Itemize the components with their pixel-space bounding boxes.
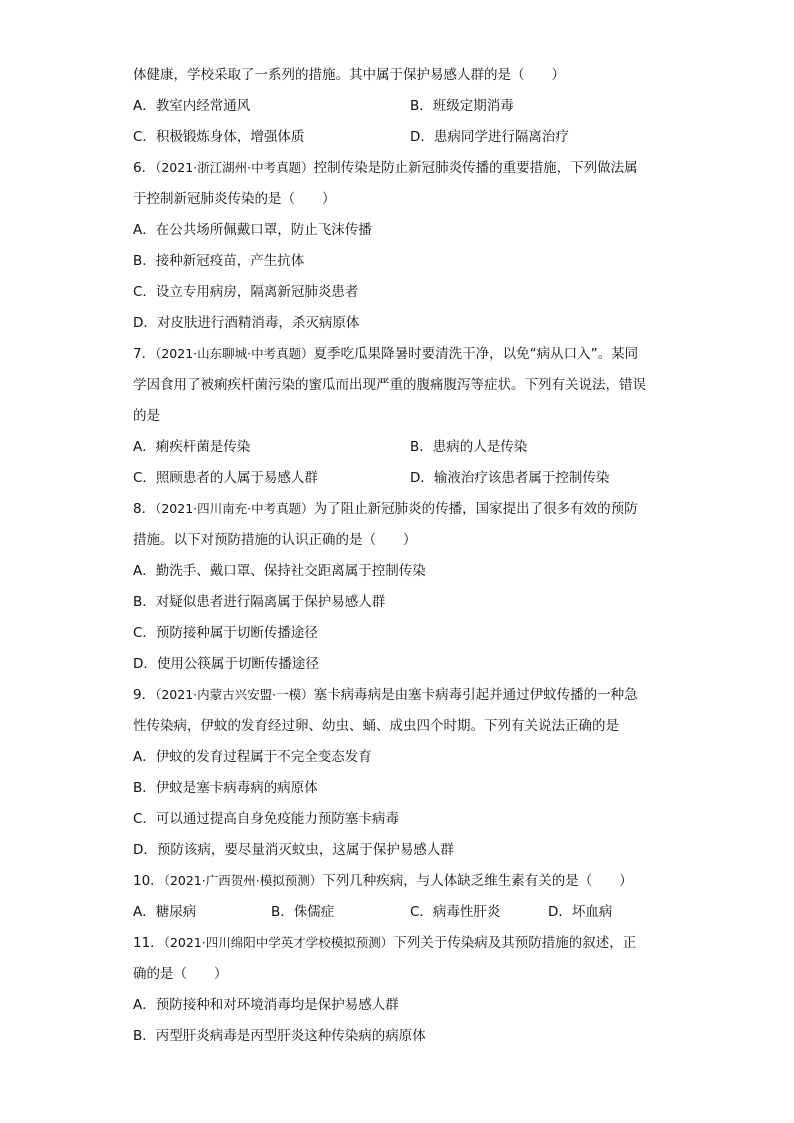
question-8-stem (133, 499, 638, 519)
q11-option-b: B．丙型肝炎病毒是丙型肝炎这种传染病的病原体 (133, 1028, 426, 1044)
question-10-stem (133, 871, 633, 891)
question-source: （2021·四川绵阳中学英才学校模拟预测） (163, 935, 394, 950)
q7-option-d: D．输液治疗该患者属于控制传染 (410, 470, 610, 486)
question-number: 11． (133, 935, 164, 951)
question-11-stem (133, 933, 636, 953)
question-source: （2021·浙江湖州·中考真题） (155, 160, 314, 175)
question-text: 夏季吃瓜果降暑时要清洗干净，以免“病从口入”。某同 (313, 346, 639, 362)
q7-option-b: B．患病的人是传染 (410, 439, 528, 455)
q6-option-b: B．接种新冠疫苗，产生抗体 (133, 253, 305, 269)
q9-option-a: A．伊蚊的发育过程属于不完全变态发育 (133, 749, 372, 765)
q8-option-d: D．使用公筷属于切断传播途径 (133, 656, 319, 672)
question-text: 控制传染是防止新冠肺炎传播的重要措施，下列做法属 (313, 160, 638, 176)
question-source: （2021·山东聊城·中考真题） (155, 346, 314, 361)
question-source: （2021·广西贺州·模拟预测） (163, 873, 323, 888)
q10-option-d: D．坏血病 (548, 904, 613, 920)
question-11-stem-line2: 确的是（ ） (133, 966, 228, 982)
question-text: 塞卡病毒病是由塞卡病毒引起并通过伊蚊传播的一种急 (313, 687, 638, 703)
q11-option-a: A．预防接种和对环境消毒均是保护易感人群 (133, 997, 399, 1013)
question-6-stem-line2: 于控制新冠肺炎传染的是（ ） (133, 191, 336, 207)
question-9-stem (133, 685, 638, 705)
q6-option-a: A．在公共场所佩戴口罩，防止飞沫传播 (133, 222, 372, 238)
question-text: 下列关于传染病及其预防措施的叙述，正 (393, 935, 637, 951)
question-number: 9． (133, 687, 156, 703)
question-number: 7． (133, 346, 156, 362)
question-text: 下列几种疾病，与人体缺乏维生素有关的是（ ） (322, 873, 633, 889)
question-8-stem-line2: 措施。以下对预防措施的认识正确的是（ ） (133, 532, 417, 548)
question-source: （2021·四川南充·中考真题） (155, 501, 314, 516)
q5-option-d: D．患病同学进行隔离治疗 (410, 129, 569, 145)
question-5-stem: 体健康，学校采取了一系列的措施。其中属于保护易感人群的是（ ） (133, 67, 565, 83)
question-source: （2021·内蒙古兴安盟·一模） (155, 687, 314, 702)
q6-option-d: D．对皮肤进行酒精消毒，杀灭病原体 (133, 315, 360, 331)
question-7-stem-line2: 学因食用了被痢疾杆菌污染的蜜瓜而出现严重的腹痛腹泻等症状。下列有关说法，错误 (133, 377, 646, 393)
q7-option-c: C．照顾患者的人属于易感人群 (133, 470, 318, 486)
q9-option-b: B．伊蚊是塞卡病毒病的病原体 (133, 780, 318, 796)
question-7-stem (133, 344, 638, 364)
q5-option-a: A．教室内经常通风 (133, 98, 251, 114)
question-6-stem (133, 158, 638, 178)
q7-option-a: A．痢疾杆菌是传染 (133, 439, 251, 455)
question-number: 10． (133, 873, 164, 889)
question-number: 8． (133, 501, 156, 517)
q10-option-a: A．糖尿病 (133, 904, 197, 920)
q10-option-c: C．病毒性肝炎 (410, 904, 501, 920)
q8-option-c: C．预防接种属于切断传播途径 (133, 625, 318, 641)
question-7-stem-line3: 的是 (133, 408, 160, 424)
q6-option-c: C．设立专用病房，隔离新冠肺炎患者 (133, 284, 359, 300)
q9-option-d: D．预防该病，要尽量消灭蚊虫，这属于保护易感人群 (133, 842, 454, 858)
q5-option-b: B．班级定期消毒 (410, 98, 514, 114)
q8-option-a: A．勤洗手、戴口罩、保持社交距离属于控制传染 (133, 563, 426, 579)
q8-option-b: B．对疑似患者进行隔离属于保护易感人群 (133, 594, 386, 610)
q9-option-c: C．可以通过提高自身免疫能力预防塞卡病毒 (133, 811, 399, 827)
question-text: 为了阻止新冠肺炎的传播，国家提出了很多有效的预防 (313, 501, 638, 517)
question-9-stem-line2: 性传染病，伊蚊的发育经过卵、幼虫、蛹、成虫四个时期。下列有关说法正确的是 (133, 718, 619, 734)
q5-option-c: C．积极锻炼身体，增强体质 (133, 129, 305, 145)
question-number: 6． (133, 160, 156, 176)
q10-option-b: B．侏儒症 (271, 904, 335, 920)
